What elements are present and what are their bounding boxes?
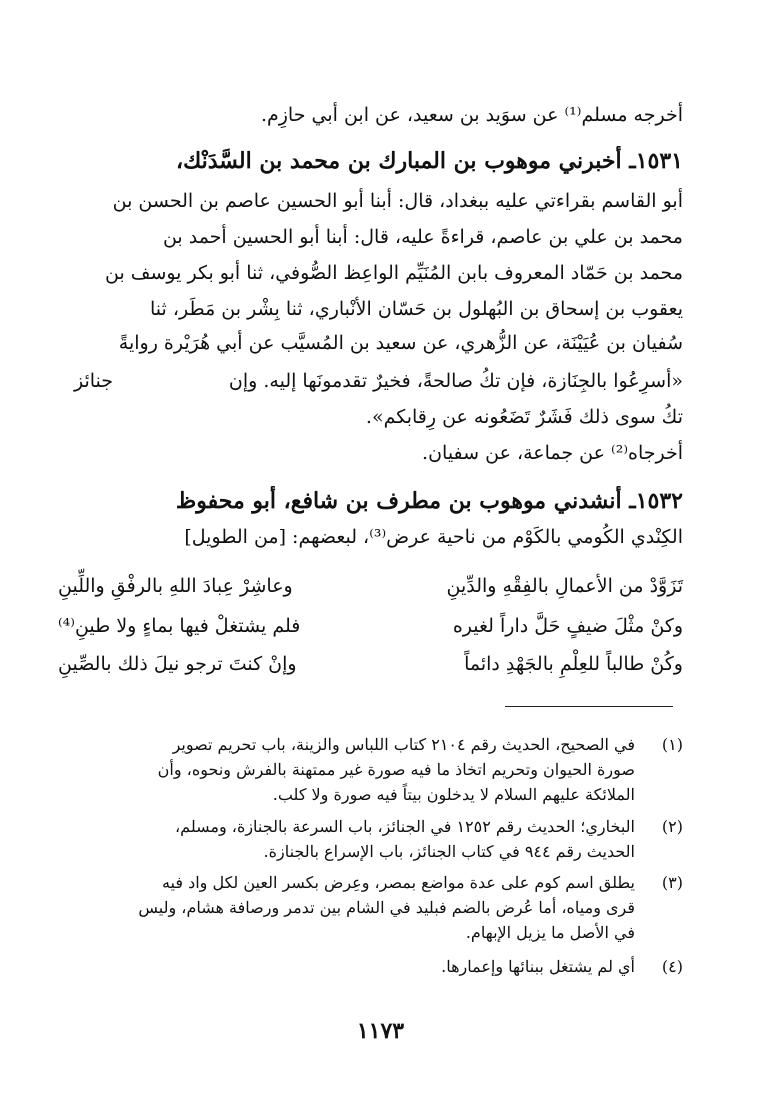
footnote-4-line-1: أي لم يشتغل ببنائها وإعمارها. bbox=[441, 957, 635, 976]
footnote-3-line-3: في الأصل ما يزيل الإبهام. bbox=[465, 923, 635, 942]
footnote-1-line-1: في الصحيح، الحديث رقم ٢١٠٤ كتاب اللباس والزينة، باب تحريم تصوير bbox=[172, 735, 635, 754]
body-line-12: الكِنْدي الكُومي بالكَوْم من ناحية عرض⁽³⁾، لبعضهم: [من الطويل] bbox=[184, 526, 683, 548]
verse-1 bbox=[58, 568, 683, 604]
entry-1531-heading: ١٥٣١ـ أخبرني موهوب بن المبارك بن محمد بن السَّدَنْك، bbox=[175, 148, 683, 174]
entry-1532-heading: ١٥٣٢ـ أنشدني موهوب بن مطرف بن شافع، أبو محفوظ bbox=[175, 488, 683, 514]
takhrij-line: أخرجاه⁽²⁾ عن جماعة، عن سفيان. bbox=[422, 442, 683, 464]
body-line-3: أبو القاسم بقراءتي عليه ببغداد، قال: أبنا أبو الحسين عاصم بن الحسن بن bbox=[112, 190, 683, 212]
footnote-2-line-2: الحديث رقم ٩٤٤ في كتاب الجنائز، باب الإسراع بالجنازة. bbox=[263, 842, 635, 861]
verse-2 bbox=[58, 608, 683, 644]
page-number: ١١٧٣ bbox=[356, 1018, 405, 1044]
footnote-4 bbox=[63, 954, 683, 980]
footnote-3-line-2: قرى ومياه، أما عُرض بالضم فبليد في الشام بين تدمر ورصافة هشام، وليس bbox=[138, 898, 635, 917]
verse-3-second-hemistich: وإنْ كنتَ ترجو نيلَ ذلك بالصِّينِ bbox=[58, 653, 297, 675]
body-line-4: محمد بن علي بن عاصم، قراءةً عليه، قال: أبنا أبو الحسين أحمد بن bbox=[162, 226, 683, 248]
verse-1-second-hemistich: وعاشِرْ عِبادَ اللهِ بالرفْقِ واللِّينِ bbox=[58, 575, 293, 597]
body-line-5: محمد بن حَمّاد المعروف بابن المُنَيِّم الواعِظ الصُّوفي، ثنا أبو بكر يوسف بن bbox=[104, 262, 683, 284]
footnote-2-line-1: البخاري؛ الحديث رقم ١٢٥٢ في الجنائز، باب السرعة بالجنازة، ومسلم، bbox=[175, 817, 635, 836]
body-line-6: يعقوب بن إسحاق بن البُهلول بن حَسّان الأنْباري، ثنا بِشْر بن مَطَر، ثنا bbox=[150, 298, 683, 320]
verse-3 bbox=[58, 646, 683, 682]
footnote-1 bbox=[63, 732, 683, 810]
body-line-7: سُفيان بن عُيَيْنَة، عن الزُّهري، عن سعيد بن المُسيَّب عن أبي هُرَيْرة روايةً bbox=[118, 332, 683, 354]
hadith-text-line-1: «أسرِعُوا بالجِنَازة، فإن تكُ صالحةً، فخيرٌ تقدمونَها إليه. وإن bbox=[228, 370, 683, 392]
footnote-4-number: (٤) bbox=[661, 957, 683, 976]
footnote-separator bbox=[505, 706, 673, 707]
verse-2-second-hemistich: فلم يشتغلْ فيها بماءٍ ولا طينِ⁽⁴⁾ bbox=[58, 615, 301, 637]
verse-1-first-hemistich: تَزَوَّدْ من الأعمالِ بالفِقْهِ والدِّينِ bbox=[446, 575, 683, 597]
margin-note: جنائز bbox=[74, 370, 114, 392]
hadith-text-line-2: تكُ سوى ذلك فَشَرٌ تَضَعُونه عن رِقابكم». bbox=[365, 406, 683, 428]
verse-2-first-hemistich: وكنْ مثْلَ ضيفٍ حَلَّ داراً لغيره bbox=[452, 615, 683, 637]
body-line-1: أخرجه مسلم⁽¹⁾ عن سوَيد بن سعيد، عن ابن أبي حازِم. bbox=[260, 104, 683, 126]
verse-3-first-hemistich: وكُنْ طالباً للعِلْمِ بالجَهْدِ دائماً bbox=[464, 653, 683, 675]
footnote-3 bbox=[63, 870, 683, 948]
footnote-3-number: (٣) bbox=[661, 873, 683, 892]
footnote-1-line-3: الملائكة عليهم السلام لا يدخلون بيتاً فيه صورة ولا كلب. bbox=[272, 785, 635, 804]
footnote-3-line-1: يطلق اسم كوم على عدة مواضع بمصر، وعِرض بكسر العين لكل واد فيه bbox=[161, 873, 635, 892]
footnote-2 bbox=[63, 814, 683, 866]
footnote-1-line-2: صورة الحيوان وتحريم اتخاذ ما فيه صورة غير ممتهنة بالفرش ونحوه، وأن bbox=[157, 760, 635, 779]
footnote-2-number: (٢) bbox=[661, 817, 683, 836]
footnote-1-number: (١) bbox=[661, 735, 683, 754]
